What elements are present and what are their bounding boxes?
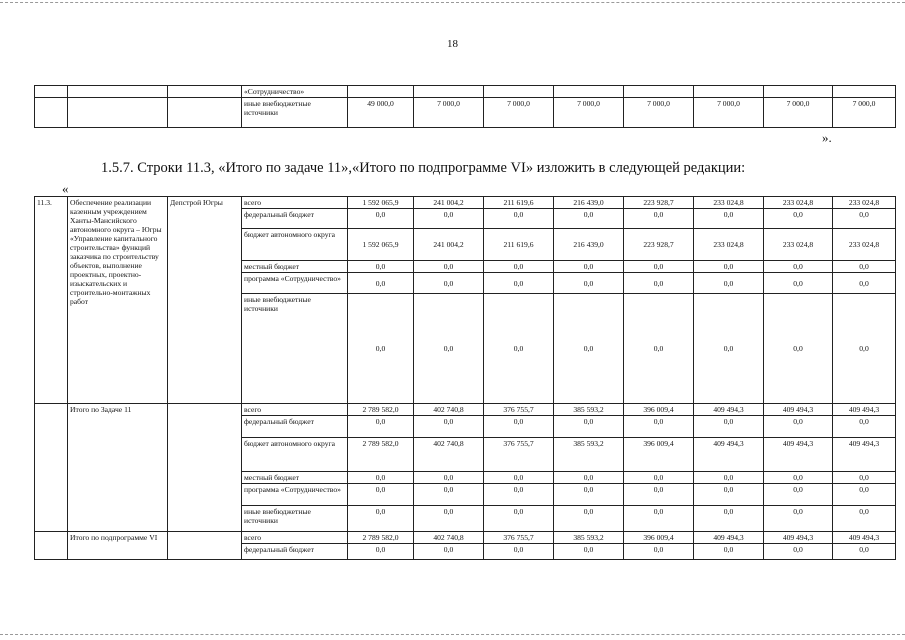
value-cell: 0,0: [764, 261, 833, 273]
value-cell: 0,0: [764, 273, 833, 294]
row-description: Итого по подпрограмме VI: [68, 532, 168, 560]
value-cell: 409 494,3: [764, 438, 833, 472]
value-cell: 0,0: [414, 261, 484, 273]
value-cell: 0,0: [833, 273, 896, 294]
value-cell: 376 755,7: [484, 404, 554, 416]
row-description: Итого по Задаче 11: [68, 404, 168, 532]
table-row: [35, 86, 896, 98]
row-executor: [168, 404, 242, 532]
value-cell: 0,0: [348, 261, 414, 273]
value-cell: 0,0: [348, 544, 414, 560]
value-cell: 233 024,8: [833, 229, 896, 261]
value-cell: 0,0: [348, 472, 414, 484]
value-cell: 241 004,2: [414, 229, 484, 261]
opening-quote: «: [62, 181, 69, 196]
page-number: 18: [447, 38, 458, 50]
value-cell: 216 439,0: [554, 229, 624, 261]
value-cell: 1 592 065,9: [348, 229, 414, 261]
source-label: местный бюджет: [242, 261, 348, 273]
value-cell: 0,0: [554, 484, 624, 506]
value-cell: 0,0: [764, 416, 833, 438]
value-cell: 385 593,2: [554, 438, 624, 472]
value-cell: 0,0: [624, 209, 694, 229]
value-cell: 7 000,0: [694, 98, 764, 128]
value-cell: 0,0: [554, 544, 624, 560]
section-heading: 1.5.7. Строки 11.3, «Итого по задаче 11»,«Итого по подпрограмме VI» изложить в следующей редакции:: [101, 160, 746, 176]
value-cell: 1 592 065,9: [348, 197, 414, 209]
source-label: местный бюджет: [242, 472, 348, 484]
row-description: Обеспечение реализации казенным учреждением Ханты-Мансийского автономного округа – Югры «Управление капитального строительства» функций заказчика по строительству объектов, выполнение проектных, проектно-изыскательских и строительно-монтажных работ: [68, 197, 168, 404]
value-cell: 0,0: [414, 209, 484, 229]
table-row: [35, 532, 896, 544]
value-cell: 0,0: [484, 273, 554, 294]
value-cell: 409 494,3: [833, 438, 896, 472]
value-cell: 409 494,3: [694, 438, 764, 472]
table-row: [35, 98, 896, 128]
value-cell: 0,0: [348, 506, 414, 532]
source-label: иные внебюджетные источники: [242, 98, 348, 128]
value-cell: 0,0: [833, 209, 896, 229]
value-cell: 0,0: [554, 472, 624, 484]
value-cell: 0,0: [554, 506, 624, 532]
value-cell: 0,0: [414, 294, 484, 404]
table-row: [35, 197, 896, 209]
value-cell: 0,0: [414, 506, 484, 532]
row-number: [35, 532, 68, 560]
value-cell: 233 024,8: [764, 229, 833, 261]
value-cell: 402 740,8: [414, 404, 484, 416]
continued-table: [34, 85, 896, 128]
value-cell: 233 024,8: [694, 229, 764, 261]
row-number: [35, 404, 68, 532]
value-cell: 0,0: [414, 273, 484, 294]
value-cell: 7 000,0: [624, 98, 694, 128]
value-cell: 0,0: [348, 416, 414, 438]
value-cell: 396 009,4: [624, 438, 694, 472]
value-cell: 0,0: [554, 261, 624, 273]
value-cell: 0,0: [484, 294, 554, 404]
value-cell: 376 755,7: [484, 438, 554, 472]
row-executor: Депстрой Югры: [168, 197, 242, 404]
value-cell: 0,0: [484, 472, 554, 484]
value-cell: 0,0: [624, 506, 694, 532]
source-label: «Сотрудничество»: [242, 86, 348, 98]
value-cell: 0,0: [764, 506, 833, 532]
scan-edge-bottom: [0, 634, 905, 635]
value-cell: 396 009,4: [624, 404, 694, 416]
value-cell: 0,0: [833, 484, 896, 506]
scan-edge-top: [0, 2, 905, 3]
value-cell: 2 789 582,0: [348, 404, 414, 416]
value-cell: 0,0: [624, 294, 694, 404]
value-cell: 0,0: [764, 544, 833, 560]
value-cell: 7 000,0: [764, 98, 833, 128]
value-cell: 409 494,3: [694, 404, 764, 416]
value-cell: 211 619,6: [484, 229, 554, 261]
value-cell: 0,0: [764, 484, 833, 506]
value-cell: 0,0: [554, 294, 624, 404]
value-cell: 0,0: [694, 261, 764, 273]
value-cell: 0,0: [414, 544, 484, 560]
value-cell: 402 740,8: [414, 532, 484, 544]
source-label: бюджет автономного округа: [242, 229, 348, 261]
budget-table: [34, 196, 896, 560]
value-cell: 0,0: [624, 544, 694, 560]
value-cell: 0,0: [414, 472, 484, 484]
value-cell: 0,0: [348, 273, 414, 294]
value-cell: 0,0: [694, 416, 764, 438]
value-cell: 0,0: [484, 506, 554, 532]
value-cell: 0,0: [348, 484, 414, 506]
source-label: федеральный бюджет: [242, 209, 348, 229]
value-cell: 2 789 582,0: [348, 438, 414, 472]
value-cell: 0,0: [554, 416, 624, 438]
table-row: [35, 404, 896, 416]
value-cell: 0,0: [833, 472, 896, 484]
value-cell: 233 024,8: [833, 197, 896, 209]
value-cell: 216 439,0: [554, 197, 624, 209]
value-cell: 49 000,0: [348, 98, 414, 128]
value-cell: 409 494,3: [764, 404, 833, 416]
value-cell: 0,0: [624, 416, 694, 438]
value-cell: 7 000,0: [833, 98, 896, 128]
value-cell: 409 494,3: [833, 404, 896, 416]
value-cell: 7 000,0: [554, 98, 624, 128]
value-cell: 0,0: [624, 472, 694, 484]
value-cell: 0,0: [624, 261, 694, 273]
closing-quote: ».: [822, 130, 832, 145]
value-cell: 0,0: [624, 484, 694, 506]
value-cell: 0,0: [694, 484, 764, 506]
value-cell: 0,0: [694, 506, 764, 532]
value-cell: 0,0: [348, 294, 414, 404]
source-label: федеральный бюджет: [242, 416, 348, 438]
value-cell: 0,0: [764, 294, 833, 404]
row-number: 11.3.: [35, 197, 68, 404]
value-cell: 0,0: [414, 416, 484, 438]
source-label: всего: [242, 197, 348, 209]
value-cell: 0,0: [554, 273, 624, 294]
value-cell: 223 928,7: [624, 229, 694, 261]
source-label: программа «Сотрудничество»: [242, 273, 348, 294]
value-cell: 409 494,3: [833, 532, 896, 544]
value-cell: 233 024,8: [694, 197, 764, 209]
value-cell: 0,0: [694, 273, 764, 294]
value-cell: 0,0: [833, 261, 896, 273]
value-cell: 385 593,2: [554, 404, 624, 416]
source-label: иные внебюджетные источники: [242, 294, 348, 404]
value-cell: 7 000,0: [484, 98, 554, 128]
value-cell: 0,0: [414, 484, 484, 506]
value-cell: 0,0: [833, 294, 896, 404]
value-cell: 0,0: [484, 416, 554, 438]
value-cell: 233 024,8: [764, 197, 833, 209]
source-label: бюджет автономного округа: [242, 438, 348, 472]
value-cell: 0,0: [764, 472, 833, 484]
value-cell: 211 619,6: [484, 197, 554, 209]
value-cell: 0,0: [833, 544, 896, 560]
value-cell: 0,0: [624, 273, 694, 294]
value-cell: 0,0: [348, 209, 414, 229]
value-cell: 0,0: [694, 209, 764, 229]
value-cell: 376 755,7: [484, 532, 554, 544]
value-cell: 0,0: [484, 261, 554, 273]
source-label: федеральный бюджет: [242, 544, 348, 560]
value-cell: 223 928,7: [624, 197, 694, 209]
value-cell: 0,0: [833, 416, 896, 438]
source-label: всего: [242, 532, 348, 544]
source-label: программа «Сотрудничество»: [242, 484, 348, 506]
value-cell: 0,0: [554, 209, 624, 229]
value-cell: 0,0: [484, 209, 554, 229]
source-label: иные внебюджетные источники: [242, 506, 348, 532]
value-cell: 409 494,3: [764, 532, 833, 544]
value-cell: 0,0: [764, 209, 833, 229]
value-cell: 7 000,0: [414, 98, 484, 128]
value-cell: 0,0: [694, 544, 764, 560]
value-cell: 396 009,4: [624, 532, 694, 544]
value-cell: 241 004,2: [414, 197, 484, 209]
row-executor: [168, 532, 242, 560]
value-cell: 2 789 582,0: [348, 532, 414, 544]
value-cell: 385 593,2: [554, 532, 624, 544]
value-cell: 0,0: [484, 544, 554, 560]
value-cell: 0,0: [694, 472, 764, 484]
value-cell: 0,0: [833, 506, 896, 532]
source-label: всего: [242, 404, 348, 416]
value-cell: 402 740,8: [414, 438, 484, 472]
value-cell: 0,0: [484, 484, 554, 506]
value-cell: 409 494,3: [694, 532, 764, 544]
value-cell: 0,0: [694, 294, 764, 404]
